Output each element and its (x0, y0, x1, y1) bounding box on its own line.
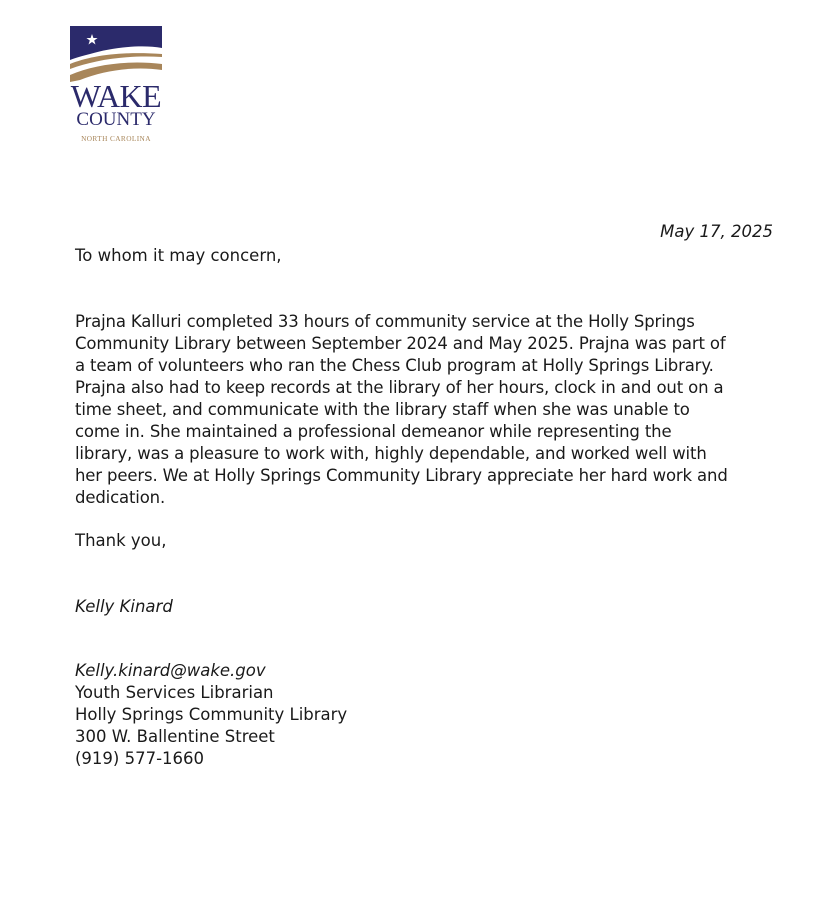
salutation: To whom it may concern, (75, 246, 282, 265)
contact-email[interactable]: Kelly.kinard@wake.gov (75, 661, 266, 680)
contact-block (75, 660, 347, 770)
body-line: dedication. (75, 488, 166, 507)
closing: Thank you, (75, 531, 167, 550)
contact-title: Youth Services Librarian (75, 683, 274, 702)
logo-emblem-icon (70, 26, 162, 82)
signer-name: Kelly Kinard (75, 597, 173, 616)
contact-organization: Holly Springs Community Library (75, 705, 348, 724)
body-line: library, was a pleasure to work with, highly dependable, and worked well with (75, 444, 707, 463)
body-line: come in. She maintained a professional demeanor while representing the (75, 422, 672, 441)
logo-text-county: COUNTY (76, 109, 156, 130)
body-line: a team of volunteers who ran the Chess Club program at Holly Springs Library. (75, 356, 714, 375)
body-line: her peers. We at Holly Springs Community Library appreciate her hard work and (75, 466, 728, 485)
logo-text-state: NORTH CAROLINA (81, 134, 151, 143)
letter-date: May 17, 2025 (660, 222, 773, 241)
wake-county-logo (70, 26, 162, 82)
contact-phone: (919) 577-1660 (75, 749, 205, 768)
contact-address: 300 W. Ballentine Street (75, 727, 275, 746)
letter-body (75, 311, 780, 509)
body-line: Prajna Kalluri completed 33 hours of community service at the Holly Springs (75, 312, 695, 331)
logo-text-wake: WAKE (70, 78, 162, 114)
body-line: Community Library between September 2024 and May 2025. Prajna was part of (75, 334, 726, 353)
body-line: time sheet, and communicate with the library staff when she was unable to (75, 400, 690, 419)
body-line: Prajna also had to keep records at the library of her hours, clock in and out on a (75, 378, 724, 397)
